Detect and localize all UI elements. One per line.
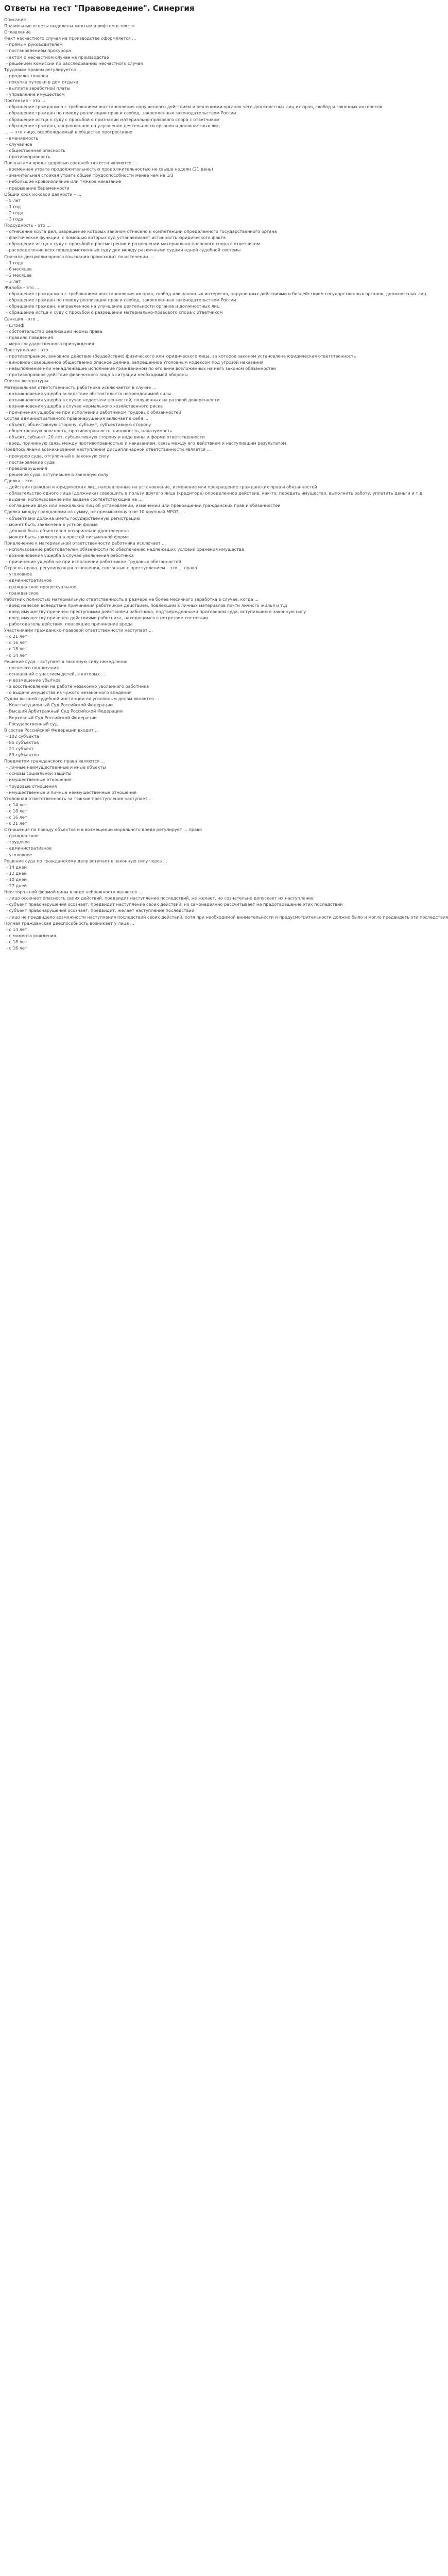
answer-option: - Государственный суд [6,721,58,726]
answer-option: - 85 субъектов [6,739,39,745]
answer-option: - причинения ущерба не при исполнении работником трудовых обязанностей [6,409,181,415]
answer-option: - продажа товаров [6,73,48,78]
text-line: Работник полностью материальную ответственность в размере не более месячного заработка в случае, когда ... [4,596,259,602]
text-line: Отрасль права, регулирующая отношения, связанные с преступлением – это ... право [4,565,197,571]
text-line: Жалоба – это ... [4,285,40,291]
answer-option: - трудовые отношения [6,783,57,789]
answer-option: - прерывание беременности [6,185,70,191]
answer-option: - может быть заключена в простой письменной форме [6,534,129,539]
answer-option: - значительная стойкая утрата общей трудоспособности менее чем на 1/3 [6,173,174,178]
answer-option: - субъект правонарушения осознает, предвидит наступление своих действий, но самонадеянно рассчитывает на предотвращение этих последствий [6,902,343,907]
answer-option: - обращение истца к суду с просьбой о разрешении материально-правового спора с ответчиком [6,310,223,315]
document-body [4,16,448,951]
answer-option: - обращение граждан, направленное на улучшение деятельности органов и должностных лиц [6,123,220,128]
answer-option: - субъект правонарушения осознает, предвидит, желает наступления последствий [6,908,195,913]
answer-option: - распределение всех подведомственных суду дел между различными судами одной судебной системы [6,247,241,253]
answer-option: - вред имуществу причинен преступными действиями работника, подтвержденными приговором суда, вступившим в законную силу [6,608,306,614]
answer-option: - обращение граждан, направленное на улучшение деятельности органов и должностных лиц [6,303,220,309]
page-title: Ответы на тест "Правоведение". Синергия [4,4,195,13]
answer-option: - 2 месяцев [6,272,32,278]
text-line: Отношения по поводу объектов и в возмещении морального вреда регулирует ... право [4,827,202,833]
text-line: Подсудность – это ... [4,223,51,228]
answer-option: - 102 субъекта [6,733,39,739]
text-line: ... — это лицо, освобождаемый в обществе прогрессивно [4,129,133,134]
answer-option: - 2 года [6,210,24,215]
answer-option: - отнесение круга дел, разрешение которых законом отнесено к компетенции определенного государственного органа [6,229,277,234]
answer-option: - 3 года [6,216,24,222]
text-line: Привлечение к материальной ответственности работника исключает ... [4,540,166,546]
answer-option: - обращение гражданина с требованием восстановления нарушенного действием и решениями органов чего должностных лиц их прав, свобод и законных интересов [6,104,383,110]
text-line: Состав административного правонарушения включает в себя ... [4,416,149,421]
answer-option: - возникновения ущерба в случае нормального хозяйственного риска [6,403,163,409]
answer-option: - с 16 лет [6,945,27,951]
text-line: Сначала дисциплинарного взыскания происходит по истечении ... [4,253,153,259]
document-page [0,0,448,956]
answer-option: - противоправное действие физического лица в ситуации необходимой обороны [6,372,188,378]
text-line: Решение суда по гражданскому делу вступает в законную силу через ... [4,858,167,863]
answer-option: - объект, субъект, 20 лет, субъективную сторону и виде вины и форме ответственности [6,434,205,440]
answer-option: - и возмещение убытков [6,677,61,683]
text-line: Преступление – это ... [4,347,54,352]
answer-option: - возникновения ущерба в случае недостачи ценностей, полученных на разовой доверенности [6,397,220,402]
answer-option: - 27 дней [6,883,27,889]
answer-option: - работодатель действия, повлекшие причинение вреда [6,621,133,627]
answer-option: - с 18 лет [6,808,27,814]
answer-option: - прямым руководителем [6,42,63,47]
answer-option: - невыполнение или ненадлежащее исполнение гражданином по его вине возложенных на него законом обязанностей [6,366,276,371]
text-line: Претензия – это ... [4,98,46,104]
answer-option: - постановлением прокурора [6,48,71,54]
answer-option: - возникновения ущерба в случае увольнения работника [6,553,134,558]
answer-option: - уголовное [6,852,32,857]
answer-option: - с 18 лет [6,646,27,652]
text-line: Сделка – это ... [4,478,38,483]
answer-option: - административное [6,845,52,851]
answer-option: - действия граждан и юридических лиц, направленные на установление, изменение или прекращение гражданских прав и обязанностей [6,484,317,490]
answer-option: - объект, объективную сторону, субъект, субъективную сторону [6,422,151,428]
answer-option: - вред имуществу причинен действиями работника, находящимся в нетрезвом состоянии [6,615,208,620]
answer-option: - 6 месяцев [6,266,32,272]
answer-option: - противоправное, виновное действие (бездействие) физического или юридического лица, за которое законом установлена юридическая ответственность [6,353,356,359]
answer-option: - с 14 лет [6,926,27,932]
answer-option: - о выдаче имущества из чужого незаконного владения [6,690,132,696]
text-line: Уголовная ответственность за тяжкие преступления наступает ... [4,795,153,801]
answer-option: - общественная опасность [6,147,66,153]
answer-option: - может быть заключена в устной форме [6,521,98,527]
answer-option: - выдача, использование или выдача соответствующие на ... [6,497,143,502]
answer-option: - использование работодателем обязанности по обеспечению надлежащих условий хранения имущества [6,546,244,552]
answer-option: - обязательство одного лица (должника) совершить в пользу другого лица (кредитора) определенное действие, как-то: передать имущество, выполнить работу, уплатить деньги и т.д. [6,490,424,496]
answer-option: - мера государственного принуждения [6,341,94,346]
text-line: Неосторожной формой вины в виде небрежности является ... [4,889,143,895]
answer-option: - уголовное [6,571,32,577]
text-line: Признаками вреда здоровью средней тяжести являются ... [4,160,137,166]
text-line: Судом высшей судебной инстанции по уголовным делам является ... [4,696,159,702]
answer-option: - обращение граждан по поводу реализации прав и свобод, закрепленных законодательством России [6,297,236,303]
answer-option: - 1 год [6,204,21,209]
answer-option: - административное [6,578,52,583]
answer-option: - временная утрата продолжительностью продолжительностью не свыше недели (21 день) [6,166,213,172]
answer-option: - 89 субъектов [6,752,39,758]
answer-option: - личные неимущественные и иные объекты [6,765,106,770]
answer-option: - объективно должна иметь государственную регистрацию [6,515,141,521]
text-line: Сделка между гражданами на сумму, не превышающую не 10 крупный МРОТ, ... [4,509,185,515]
answer-option: - отношений с участием детей, в которых ... [6,671,106,676]
answer-option: - соглашение двух или нескольких лиц об установлении, изменении или прекращении гражданских прав и обязанностей [6,503,281,509]
answer-option: - обращение истца к суду с просьбой о рассмотрении и разрешении материально-правового спора с ответчиком [6,241,260,247]
answer-option: - с 16 лет [6,815,27,820]
answer-option: - 21 субъект [6,745,34,751]
answer-option: - Высший Арбитражный Суд Российской Федерации [6,708,123,714]
answer-option: - с момента рождения [6,933,56,938]
answer-option: - трудовое [6,839,30,845]
answer-option: - с 14 лет [6,802,27,807]
answer-option: - 10 дней [6,876,27,882]
answer-option: - Верховный Суд Российской Федерации [6,715,97,720]
answer-option: - причинение ущерба не при исполнении работником трудовых обязанностей [6,559,181,565]
text-line: Участниками гражданско-правовой ответственности наступает ... [4,628,153,633]
answer-option: - возникновения ущерба вследствие обстоятельств непреодолимой силы [6,391,171,396]
answer-option: - имущественные и личные неимущественные отношения [6,789,137,795]
answer-option: - лицо осознает опасность своих действий, предвидит наступление последствий, не желает, но сознательно допускает их наступление [6,895,314,901]
answer-option: - 3 лет [6,278,21,284]
answer-option: - Конституционный Суд Российской Федерации [6,702,113,708]
answer-option: - прокурор суда, отгулочный в законную силу [6,453,109,459]
answer-option: - лицо не предвидело возможности наступления последствий своих действий, хотя при необходимой внимательности и предусмотрительности должно было и могло предвидеть эти последствия [6,914,448,920]
answer-option: - небольшое кровоизлияние или тяжкое наказание [6,179,122,184]
answer-option: - гражданское [6,833,39,839]
answer-option: - 1 года [6,260,24,265]
text-line: Список литературы [4,378,48,384]
answer-option: - правило поведения [6,334,53,340]
answer-option: - обращение истца к суду с просьбой о признании материально-правового спора с ответчиком [6,116,220,122]
answer-option: - 14 дней [6,864,27,870]
answer-option: - с 16 лет [6,640,27,646]
text-line: Общий срок исковой давности – ... [4,191,81,197]
text-line: Санкция – это ... [4,316,41,321]
answer-option: - вред нанесен вследствие причинения работником действием, повлекшим в личных материалов почти личного жилья и т.д [6,602,287,608]
text-line: Описание [4,17,26,22]
answer-option: - после его подписания [6,665,59,670]
answer-option: - должна быть объективно нотариально удостоверена [6,528,129,533]
answer-option: - решением комиссии по расследованию несчастного случая [6,60,143,66]
answer-option: - вред, причинную связь между противоправностью и наказанием, связь между его действием и наступившим результатом [6,440,286,446]
answer-option: - постановление суда [6,459,55,465]
answer-option: - 12 дней [6,870,27,876]
text-line: Решение суда – вступает в законную силу немедленно [4,658,128,664]
answer-option: - с 21 лет [6,821,27,826]
answer-option: - с 14 лет [6,652,27,658]
answer-option: - виновное совершенное общественно опасное деяние, запрещенное Уголовным кодексом под угрозой наказания [6,360,264,365]
answer-option: - 5 лет [6,197,21,203]
answer-option: - покупка путевки в дом отдыха [6,79,78,84]
answer-option: - обращение гражданина с требованием восстановления их прав, свобод или законных интересов, нарушенных действиями и бездействием государственных органов, должностных лиц [6,291,426,297]
answer-option: - выплата заработной платы [6,86,71,91]
answer-option: - гражданское [6,590,39,596]
answer-option: - случайное [6,141,32,147]
answer-option: - с 21 лет [6,634,27,639]
answer-option: - штраф [6,322,25,328]
text-line: Материальная ответственность работника исключается в случае ... [4,384,157,390]
text-line: Факт несчастного случая на производстве оформляется ... [4,36,136,41]
answer-option: - обращение граждан по поводу реализации прав и свобод, закрепленных законодательством России [6,110,236,116]
answer-option: - противоправность [6,154,50,160]
answer-option: - фактическое функции, с помощью которых суд устанавливает истинность юридического факта [6,235,226,241]
answer-option: - общественную опасность, противоправность, виновность, наказуемость [6,428,173,434]
text-line: В состав Российской Федерации входит ... [4,727,99,733]
answer-option: - с 18 лет [6,939,27,944]
answer-option: - управление имуществом [6,92,65,97]
text-line: Предметом гражданского права являются ... [4,758,105,764]
answer-option: - актом о несчастном случае на производстве [6,54,109,60]
answer-option: - гражданское процессуальное [6,584,77,589]
text-line: Полная гражданская дееспособность возникает у лица ... [4,920,134,926]
answer-option: - правонарушения [6,465,47,471]
text-line: Трудовым правом регулируется ... [4,66,81,72]
answer-option: - основы социальной защиты [6,771,72,776]
answer-option: - з восстановлении на работе незаконно уволенного работника [6,684,149,689]
answer-option: - имущественные отношения [6,777,72,783]
text-line: Оглавление [4,29,31,35]
text-line: Предпосылками возникновения наступления дисциплинарной ответственности является ... [4,447,211,452]
text-line: Правильные ответы выделены желтым шрифтом в тексте. [4,23,136,29]
answer-option: - решение суда, вступившее в законную силу [6,471,109,477]
answer-option: - обстоятельство реализации нормы права [6,328,102,334]
answer-option: - вменяемость [6,135,39,141]
